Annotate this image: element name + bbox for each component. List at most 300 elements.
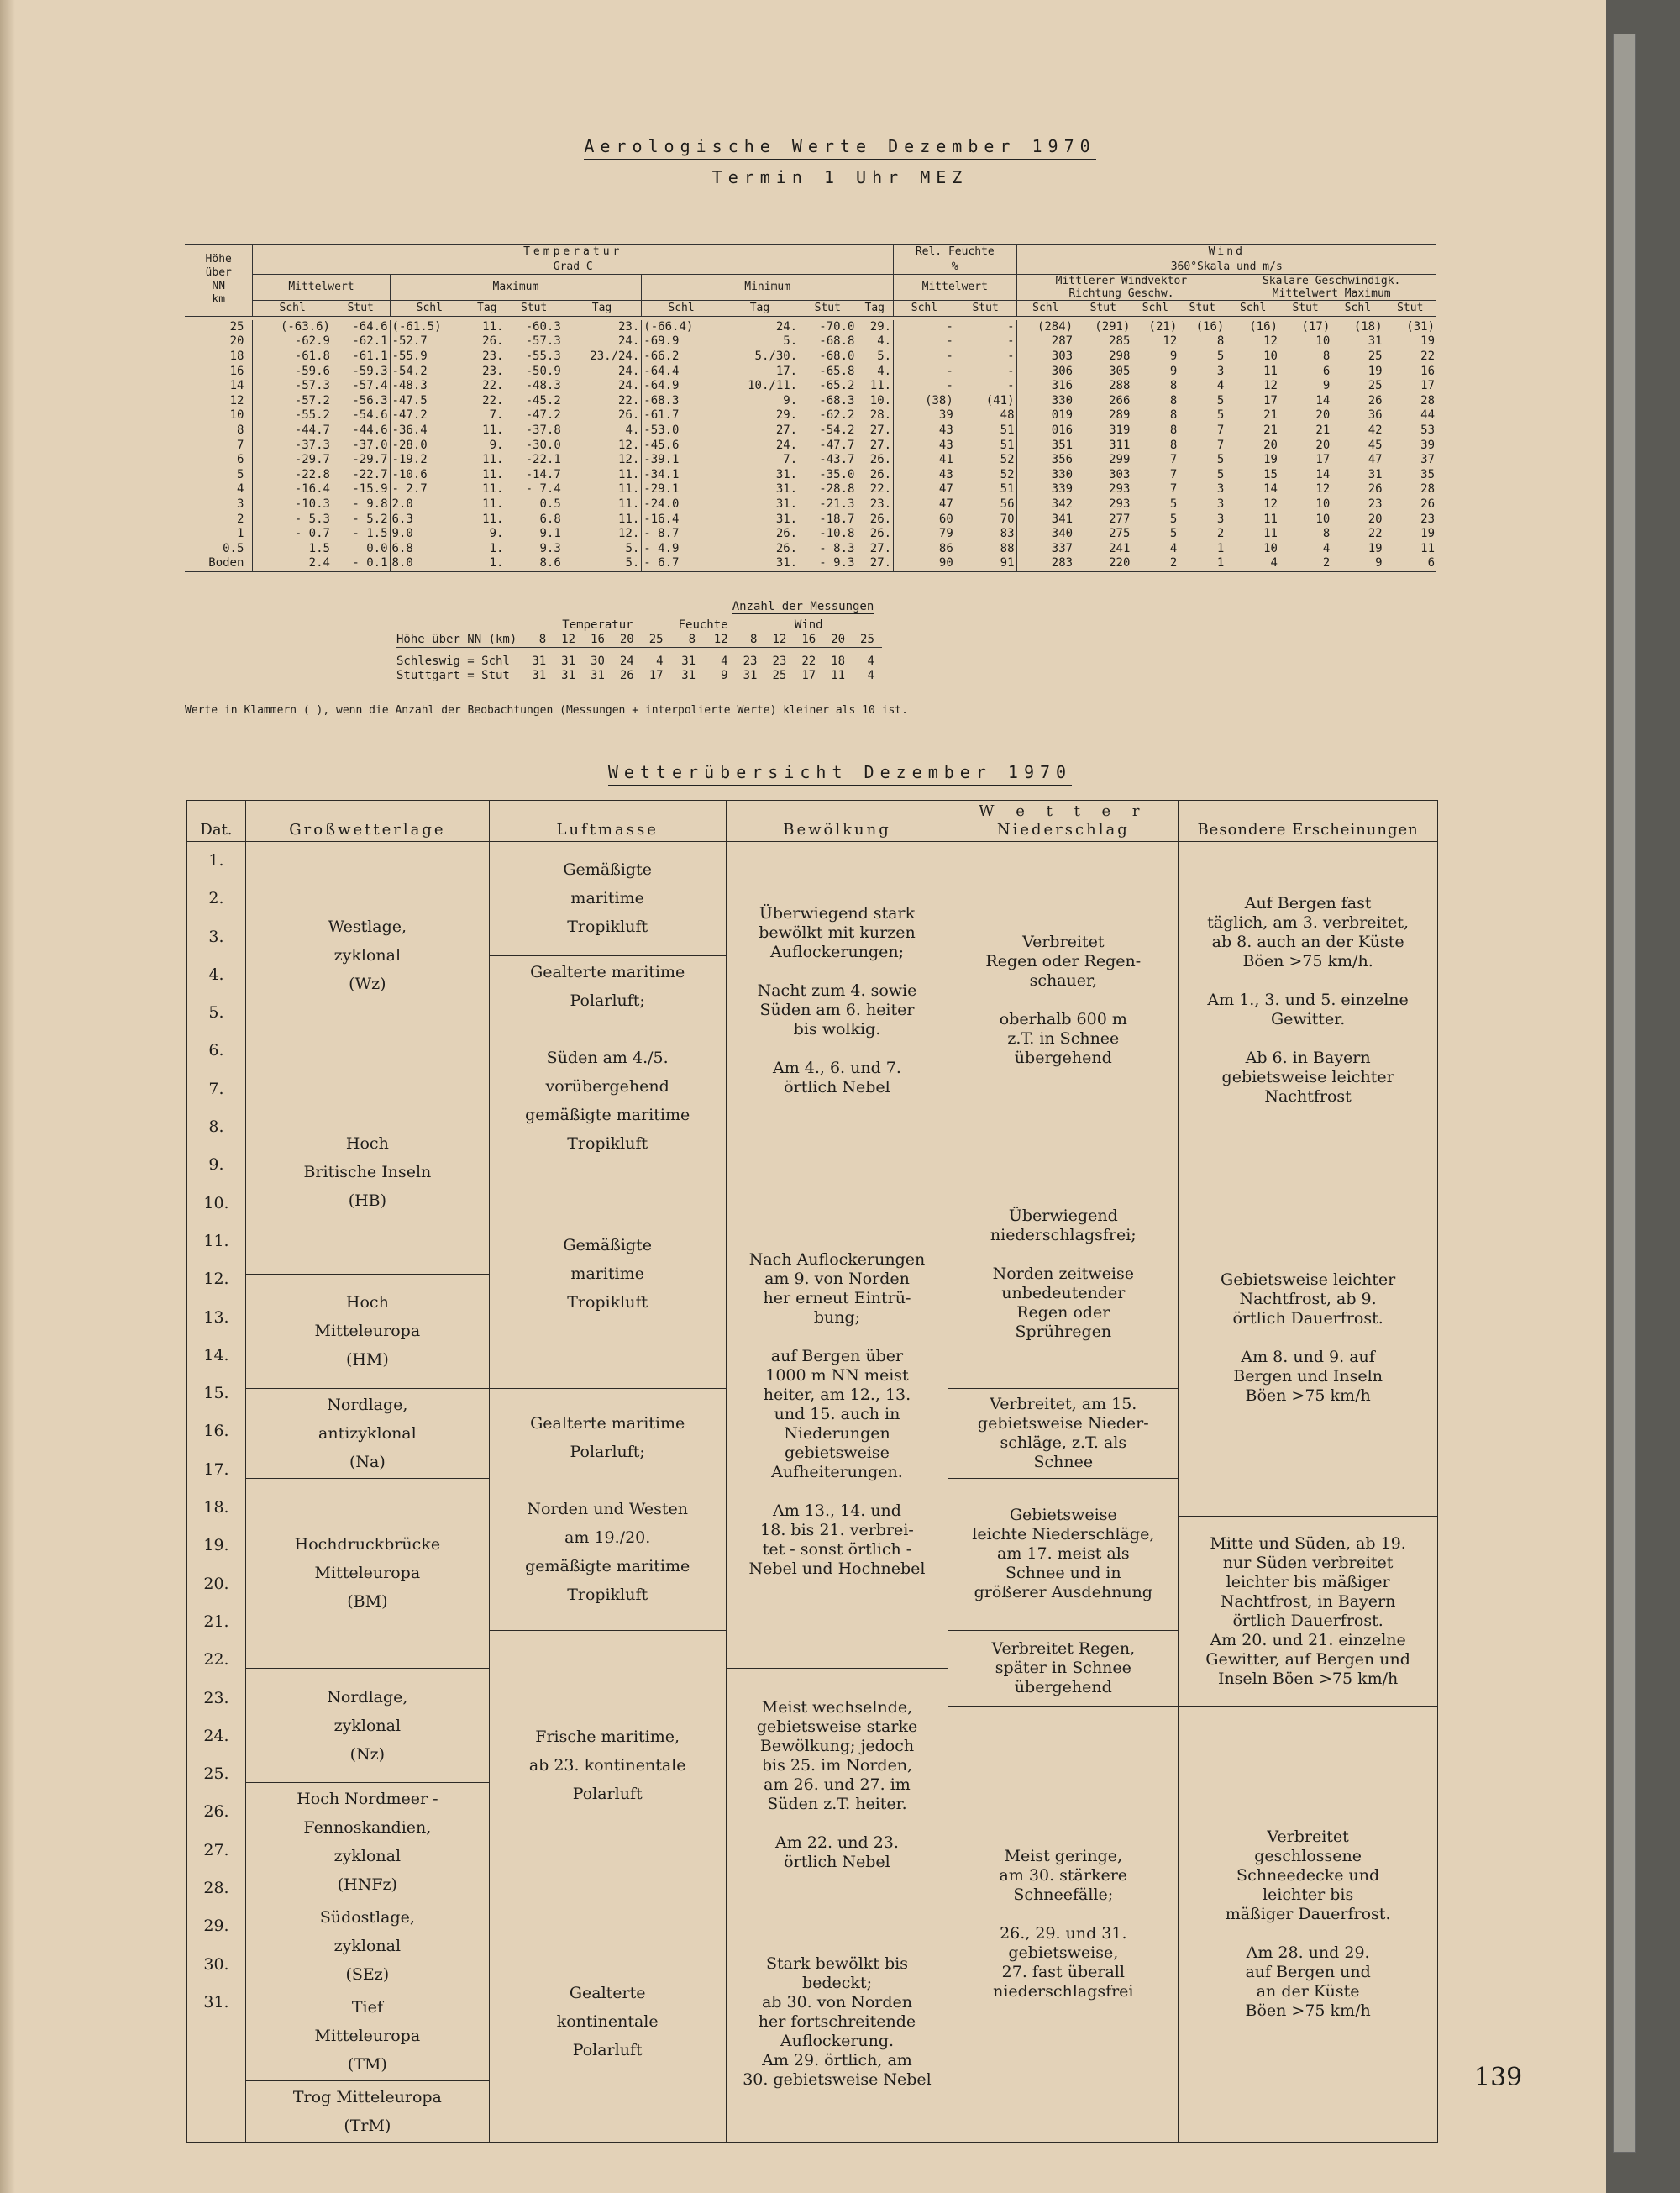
aero-cell: 7 <box>1169 467 1178 481</box>
subheader-stut: Stut <box>799 301 856 318</box>
aero-cell: -10.6 <box>390 468 469 483</box>
aero-cell: -16.4 <box>253 482 332 497</box>
aero-cell: 31. <box>721 556 799 571</box>
count-cell: 31 <box>561 655 576 668</box>
height-label: 6 <box>236 453 244 467</box>
count-cell: 31 <box>743 669 758 682</box>
aero-cell: 11 <box>1420 541 1435 555</box>
aero-cell: 12 <box>1226 334 1279 350</box>
aero-cell: (38) <box>894 394 955 409</box>
aero-cell: 29. <box>775 408 798 423</box>
book-spine <box>1606 0 1680 2193</box>
aero-cell: 11. <box>618 512 640 526</box>
aero-cell: -14.7 <box>525 467 561 481</box>
cell-bes: Mitte und Süden, ab 19. nur Süden verbreitet leichter bis mäßiger Nachtfrost, in Bayern örtlich Dauerfrost. Am 20. und 21. einzelne Gewitter, auf Bergen und Inseln Böen >75 km/h <box>1179 1516 1438 1706</box>
aero-cell: 11. <box>618 467 640 481</box>
aero-cell: 11 <box>1226 527 1279 542</box>
day-label: 28. <box>203 1879 229 1898</box>
aero-cell: - 5.3 <box>253 513 332 528</box>
aero-cell: -55.9 <box>390 350 469 365</box>
cell-nieder: Verbreitet Regen, später in Schnee übergehend <box>948 1630 1179 1707</box>
cell-gross: Hoch Mitteleuropa (HM) <box>245 1274 489 1388</box>
aero-cell: 11 <box>1226 365 1279 380</box>
aero-cell: 340 <box>1016 527 1074 542</box>
count-cell: 4 <box>656 655 664 668</box>
aero-cell: -54.2 <box>819 423 855 437</box>
aero-cell: 9 <box>1169 364 1178 378</box>
subheader-stut: Stut <box>505 301 562 318</box>
aero-cell: 29. <box>869 319 892 334</box>
binding-edge <box>0 0 15 2193</box>
aero-cell: 23 <box>1368 497 1383 511</box>
aero-cell: - 2.7 <box>390 482 469 497</box>
cell-bew: Nach Auflockerungen am 9. von Norden her erneut Eintrü- bung; auf Bergen über 1000 m NN meist heiter, am 12., 13. und 15. auch in Niederungen gebietsweise Aufheiterungen. Am 13., 14. und 18. bis 21. verbrei- tet - sonst örtlich - Nebel und Hochnebel <box>726 1160 948 1668</box>
day-label: 9. <box>208 1155 224 1175</box>
aero-cell: 31 <box>1368 334 1383 349</box>
cell-bes: Gebietsweise leichter Nachtfrost, ab 9. örtlich Dauerfrost. Am 8. und 9. auf Bergen und Inseln Böen >75 km/h <box>1179 1160 1438 1516</box>
aero-cell: 24. <box>775 438 798 452</box>
aero-row <box>185 365 1436 380</box>
aero-row <box>185 394 1436 409</box>
aero-cell: 5. <box>625 541 640 555</box>
aero-cell: 22 <box>1368 527 1383 541</box>
aero-cell: 10 <box>1315 334 1331 349</box>
aero-cell: -61.8 <box>253 350 332 365</box>
count-cell: 4 <box>867 669 874 682</box>
aero-cell: -68.8 <box>819 334 855 349</box>
aero-row <box>185 408 1436 423</box>
count-cell: 4 <box>867 655 874 668</box>
aero-row <box>185 497 1436 513</box>
aero-cell: 016 <box>1016 423 1074 439</box>
aero-cell: (-63.6) <box>253 320 332 335</box>
aero-cell: -10.3 <box>253 497 332 513</box>
height-col: 16 <box>794 633 823 648</box>
aero-cell: - <box>894 320 955 335</box>
aero-cell: - 5.2 <box>352 512 388 526</box>
aero-cell: 8 <box>1169 423 1178 437</box>
aero-cell: 9. <box>489 438 504 452</box>
aero-cell: -24.0 <box>642 497 721 513</box>
aero-cell: 4. <box>877 334 892 349</box>
aero-cell: -16.4 <box>642 513 721 528</box>
aero-cell: 3 <box>1216 482 1225 497</box>
cell-nieder: Gebietsweise leichte Niederschläge, am 17. meist als Schnee und in größerer Ausdehnung <box>948 1478 1179 1630</box>
aero-cell: 22. <box>482 393 504 408</box>
aero-cell: -45.6 <box>642 439 721 454</box>
day-label: 13. <box>203 1307 229 1327</box>
aero-cell: 51 <box>1000 423 1015 437</box>
aero-cell: -39.1 <box>642 453 721 468</box>
day-label: 24. <box>203 1726 229 1745</box>
subheader-schl: Schl <box>1016 301 1074 318</box>
aero-cell: -53.0 <box>642 423 721 439</box>
cell-luft: Gealterte kontinentale Polarluft <box>489 1901 726 2143</box>
aero-cell: 31. <box>775 497 798 511</box>
aero-subtitle: Termin 1 Uhr MEZ <box>711 167 969 187</box>
aero-cell: (284) <box>1016 320 1074 335</box>
aero-cell: 31. <box>775 467 798 481</box>
aero-cell: -62.2 <box>819 408 855 423</box>
aero-cell: 20 <box>1368 512 1383 526</box>
aero-row <box>185 320 1436 335</box>
aero-cell: 8 <box>1322 349 1331 363</box>
aero-cell: 11. <box>482 512 504 526</box>
aero-cell: 7 <box>1169 482 1178 497</box>
aero-cell: 2 <box>1216 527 1225 541</box>
aero-cell: 19 <box>1368 541 1383 555</box>
aero-cell: 5 <box>1216 453 1225 467</box>
aero-cell: 31. <box>775 512 798 526</box>
cell-gross: Südostlage, zyklonal (SEz) <box>245 1901 489 1991</box>
count-cell: 24 <box>619 655 634 668</box>
count-cell: 25 <box>772 669 787 682</box>
aero-cell: 5 <box>1169 512 1178 526</box>
aero-cell: -37.0 <box>352 438 388 452</box>
count-cell: 4 <box>721 655 728 668</box>
aero-cell: 5./30. <box>754 349 798 363</box>
aero-cell: 51 <box>1000 438 1015 452</box>
aero-row <box>185 350 1436 365</box>
subheader-tag: Tag <box>469 301 505 318</box>
aero-cell: 83 <box>1000 527 1015 541</box>
subheader-tag: Tag <box>856 301 893 318</box>
aero-row <box>185 556 1436 571</box>
aero-cell: -44.7 <box>253 423 332 439</box>
aero-cell: 47 <box>894 482 955 497</box>
count-row <box>396 669 882 683</box>
aero-cell: - 6.7 <box>642 556 721 571</box>
aero-cell: -54.2 <box>390 365 469 380</box>
aero-cell: -18.7 <box>819 512 855 526</box>
aero-cell: -70.0 <box>819 319 855 334</box>
day-label: 14. <box>203 1345 229 1365</box>
day-label: 21. <box>203 1612 229 1631</box>
aero-cell: -61.7 <box>642 408 721 423</box>
height-label: 2 <box>236 512 244 526</box>
aero-cell: 45 <box>1368 438 1383 452</box>
aero-cell: 2.0 <box>390 497 469 513</box>
height-label: 18 <box>229 349 244 363</box>
day-label: 20. <box>203 1574 229 1593</box>
aero-cell: -35.0 <box>819 467 855 481</box>
cell-gross: Tief Mitteleuropa (TM) <box>245 1991 489 2081</box>
aero-cell: 23. <box>618 319 640 334</box>
aero-cell: 19 <box>1420 527 1435 541</box>
aero-cell: -34.1 <box>642 468 721 483</box>
aero-cell: 51 <box>1000 482 1015 497</box>
aero-cell: -65.8 <box>819 364 855 378</box>
aero-cell: 19 <box>1368 364 1383 378</box>
aero-cell: 28. <box>869 408 892 423</box>
subheader-tag: Tag <box>563 301 642 318</box>
aero-cell: 23. <box>482 364 504 378</box>
aero-cell: 11. <box>482 319 504 334</box>
height-label: 10 <box>229 408 244 423</box>
aero-cell: 293 <box>1109 497 1131 511</box>
height-label: 3 <box>236 497 244 511</box>
aero-cell: 25 <box>1368 379 1383 393</box>
count-cell: 23 <box>772 655 787 668</box>
height-label: 1 <box>236 527 244 541</box>
grad-header: Grad C <box>253 260 894 275</box>
cell-nieder: Verbreitet Regen oder Regen- schauer, oberhalb 600 m z.T. in Schnee übergehend <box>948 842 1179 1160</box>
aero-cell: 8 <box>1169 438 1178 452</box>
aero-cell: 24. <box>618 379 640 393</box>
aero-cell: (291) <box>1095 319 1131 334</box>
height-label: 8 <box>236 423 244 437</box>
aero-cell: (41) <box>985 393 1015 408</box>
anzahl-title: Anzahl der Messungen <box>732 600 874 613</box>
aero-cell: 9 <box>1322 379 1331 393</box>
aero-cell: 319 <box>1109 423 1131 437</box>
aero-cell: 9. <box>783 393 798 408</box>
aero-row <box>185 439 1436 454</box>
aero-cell: (16) <box>1195 319 1225 334</box>
aero-cell: 27. <box>775 423 798 437</box>
aero-cell: 2.4 <box>253 556 332 571</box>
cell-gross: Hoch Britische Inseln (HB) <box>245 1070 489 1274</box>
aero-cell: 19 <box>1226 453 1279 468</box>
aero-cell: 20 <box>1315 408 1331 423</box>
aero-cell: -50.9 <box>525 364 561 378</box>
cell-bew: Stark bewölkt bis bedeckt; ab 30. von Norden her fortschreitende Auflockerung. Am 29. örtlich, am 30. gebietsweise Nebel <box>726 1901 948 2143</box>
height-label: 20 <box>229 334 244 349</box>
aero-cell: 42 <box>1368 423 1383 437</box>
day-label: 15. <box>203 1384 229 1403</box>
aero-cell: -55.3 <box>525 349 561 363</box>
count-cell: 11 <box>831 669 846 682</box>
aero-cell: 288 <box>1109 379 1131 393</box>
aero-cell: 298 <box>1109 349 1131 363</box>
aero-cell: 35 <box>1420 467 1435 481</box>
count-cell: 31 <box>532 655 547 668</box>
aero-cell: 287 <box>1016 334 1074 350</box>
aero-cell: 8.0 <box>390 556 469 571</box>
aero-cell: 11. <box>869 379 892 393</box>
subheader-schl: Schl <box>1331 301 1383 318</box>
aero-cell: - <box>1007 364 1015 378</box>
aero-cell: 23./24. <box>590 349 640 363</box>
aero-cell: 12 <box>1226 497 1279 513</box>
aero-cell: 1 <box>1179 556 1226 571</box>
aero-cell: -66.2 <box>642 350 721 365</box>
aero-cell: 4. <box>625 423 640 437</box>
aero-cell: 5 <box>1216 393 1225 408</box>
aero-cell: -37.8 <box>525 423 561 437</box>
aero-cell: 22. <box>869 482 892 497</box>
station-label: Stuttgart = Stut <box>396 669 510 682</box>
aero-cell: 17 <box>1420 379 1435 393</box>
aero-cell: 23. <box>482 349 504 363</box>
aero-cell: -22.8 <box>253 468 332 483</box>
aero-cell: -29.1 <box>642 482 721 497</box>
aero-cell: -15.9 <box>352 482 388 497</box>
subheader-schl: Schl <box>642 301 721 318</box>
aero-cell: 10 <box>1315 497 1331 511</box>
wind-header: Wind <box>1016 245 1436 260</box>
height-col: 8 <box>671 633 704 648</box>
aero-cell: -43.7 <box>819 453 855 467</box>
height-label: 16 <box>229 364 244 378</box>
aero-cell: 12. <box>618 453 640 467</box>
aero-cell: 8 <box>1169 408 1178 423</box>
height-label: 12 <box>229 393 244 408</box>
aero-cell: -68.0 <box>819 349 855 363</box>
aero-cell: 275 <box>1109 527 1131 541</box>
cell-gross: Hochdruckbrücke Mitteleuropa (BM) <box>245 1478 489 1668</box>
aero-cell: 12 <box>1163 334 1178 349</box>
day-label: 30. <box>203 1954 229 1974</box>
subheader-schl: Schl <box>253 301 332 318</box>
cell-luft: Gealterte maritime Polarluft; Süden am 4./5. vorübergehend gemäßigte maritime Tropikluft <box>489 955 726 1160</box>
aero-cell: 26. <box>618 408 640 423</box>
aero-cell: 79 <box>894 527 955 542</box>
aero-title: Aerologische Werte Dezember 1970 <box>0 136 1680 156</box>
aero-cell: -60.3 <box>525 319 561 334</box>
minimum-header: Minimum <box>642 275 894 301</box>
aero-cell: 5. <box>877 349 892 363</box>
aero-cell: 53 <box>1420 423 1435 437</box>
aero-cell: 337 <box>1016 542 1074 557</box>
aero-cell: - <box>1007 319 1015 334</box>
day-label: 8. <box>208 1118 224 1137</box>
aero-cell: 285 <box>1109 334 1131 349</box>
aero-cell: -57.2 <box>253 394 332 409</box>
aero-cell: - <box>894 334 955 350</box>
aero-cell: - <box>1007 334 1015 349</box>
aero-cell: 28 <box>1420 482 1435 497</box>
subheader-schl: Schl <box>1131 301 1179 318</box>
aero-cell: 23. <box>869 497 892 511</box>
aero-cell: 26. <box>869 467 892 481</box>
aero-cell: 8 <box>1169 393 1178 408</box>
aero-row <box>185 334 1436 350</box>
aero-cell: -64.9 <box>642 379 721 394</box>
station-label: Schleswig = Schl <box>396 655 510 668</box>
aero-cell: 3 <box>1216 497 1225 511</box>
day-label: 29. <box>203 1917 229 1936</box>
prozent-header: % <box>894 260 1016 275</box>
aero-cell: 91 <box>955 556 1016 571</box>
aero-cell: 26 <box>1368 393 1383 408</box>
cell-bes: Auf Bergen fast täglich, am 3. verbreitet, ab 8. auch an der Küste Böen >75 km/h. Am 1., 3. und 5. einzelne Gewitter. Ab 6. in Bayern gebietsweise leichter Nachtfrost <box>1179 842 1438 1160</box>
aero-cell: -22.1 <box>525 453 561 467</box>
count-row <box>396 655 882 669</box>
cell-luft: Gemäßigte maritime Tropikluft <box>489 842 726 956</box>
height-label: 0.5 <box>223 541 244 555</box>
aero-cell: 16 <box>1420 364 1435 378</box>
aero-cell: 14 <box>1315 393 1331 408</box>
count-cell: 18 <box>831 655 846 668</box>
aero-cell: -36.4 <box>390 423 469 439</box>
count-cell: 31 <box>681 655 696 668</box>
cell-nieder: Meist geringe, am 30. stärkere Schneefälle; 26., 29. und 31. gebietsweise, 27. fast überall niederschlagsfrei <box>948 1707 1179 2143</box>
aero-cell: 11. <box>482 482 504 497</box>
count-cell: 30 <box>591 655 605 668</box>
aero-cell: - 8.3 <box>819 541 855 555</box>
aero-cell: 11. <box>482 497 504 511</box>
aero-cell: 12. <box>618 527 640 541</box>
aero-cell: 10. <box>869 393 892 408</box>
aero-cell: 6.8 <box>390 542 469 557</box>
aero-cell: 24. <box>618 334 640 349</box>
aero-cell: 5 <box>1216 467 1225 481</box>
day-label: 11. <box>203 1231 229 1250</box>
count-cell: 31 <box>591 669 605 682</box>
aero-cell: 22 <box>1420 349 1435 363</box>
aero-cell: 26. <box>869 512 892 526</box>
aero-row <box>185 542 1436 557</box>
height-col: 12 <box>554 633 583 648</box>
wind-sub-header: 360°Skala und m/s <box>1016 260 1436 275</box>
temperatur-header: Temperatur <box>253 245 894 260</box>
aero-cell: -30.0 <box>525 438 561 452</box>
aero-cell: -64.6 <box>352 319 388 334</box>
footnote: Werte in Klammern ( ), wenn die Anzahl der Beobachtungen (Messungen + interpolierte Werte) kleiner als 10 ist. <box>185 704 908 717</box>
aero-cell: 6 <box>1322 364 1331 378</box>
aero-cell: 9. <box>489 527 504 541</box>
col-hoehe: Höhe über NN km <box>185 245 253 318</box>
aero-cell: 0.0 <box>366 541 388 555</box>
day-label: 5. <box>208 1003 224 1023</box>
aero-cell: 5 <box>1169 497 1178 511</box>
aero-cell: 25 <box>1368 349 1383 363</box>
feuchte-header: Rel. Feuchte <box>894 245 1016 260</box>
aero-cell: -64.4 <box>642 365 721 380</box>
aero-cell: 31. <box>775 482 798 497</box>
aero-cell: - 0.1 <box>332 556 390 571</box>
day-label: 4. <box>208 965 224 984</box>
aero-cell: 9.3 <box>539 541 561 555</box>
aero-cell: 6.3 <box>390 513 469 528</box>
aero-cell: 266 <box>1109 393 1131 408</box>
aero-cell: 22. <box>482 379 504 393</box>
aero-cell: 0.5 <box>539 497 561 511</box>
aero-cell: 52 <box>1000 467 1015 481</box>
spine-strip <box>1613 34 1636 2153</box>
aero-cell: 4 <box>1226 556 1279 571</box>
aero-cell: 31 <box>1368 467 1383 481</box>
cell-gross: Nordlage, antizyklonal (Na) <box>245 1388 489 1478</box>
day-label: 19. <box>203 1536 229 1555</box>
aero-cell: 20 <box>1315 438 1331 452</box>
aero-cell: 4 <box>1322 541 1331 555</box>
cell-gross: Westlage, zyklonal (Wz) <box>245 842 489 1070</box>
aero-cell: 37 <box>1420 453 1435 467</box>
aero-row <box>185 423 1436 439</box>
height-label: 4 <box>236 482 244 497</box>
aero-cell: 306 <box>1016 365 1074 380</box>
aero-cell: 12 <box>1315 482 1331 497</box>
height-col: 16 <box>583 633 612 648</box>
count-cell: 17 <box>801 669 816 682</box>
aero-cell: -28.8 <box>819 482 855 497</box>
aero-cell: 7. <box>783 453 798 467</box>
aero-row <box>185 513 1436 528</box>
aero-cell: 9 <box>1331 556 1383 571</box>
subheader-tag: Tag <box>721 301 799 318</box>
aero-cell: 5 <box>1216 408 1225 423</box>
col-bew: Bewölkung <box>726 801 948 842</box>
aero-cell: 17 <box>1315 453 1331 467</box>
aero-cell: 21 <box>1226 423 1279 439</box>
aero-cell: (31) <box>1406 319 1435 334</box>
aero-row <box>185 453 1436 468</box>
aero-cell: 330 <box>1016 468 1074 483</box>
aero-cell: 6.8 <box>539 512 561 526</box>
aero-cell: (17) <box>1301 319 1331 334</box>
